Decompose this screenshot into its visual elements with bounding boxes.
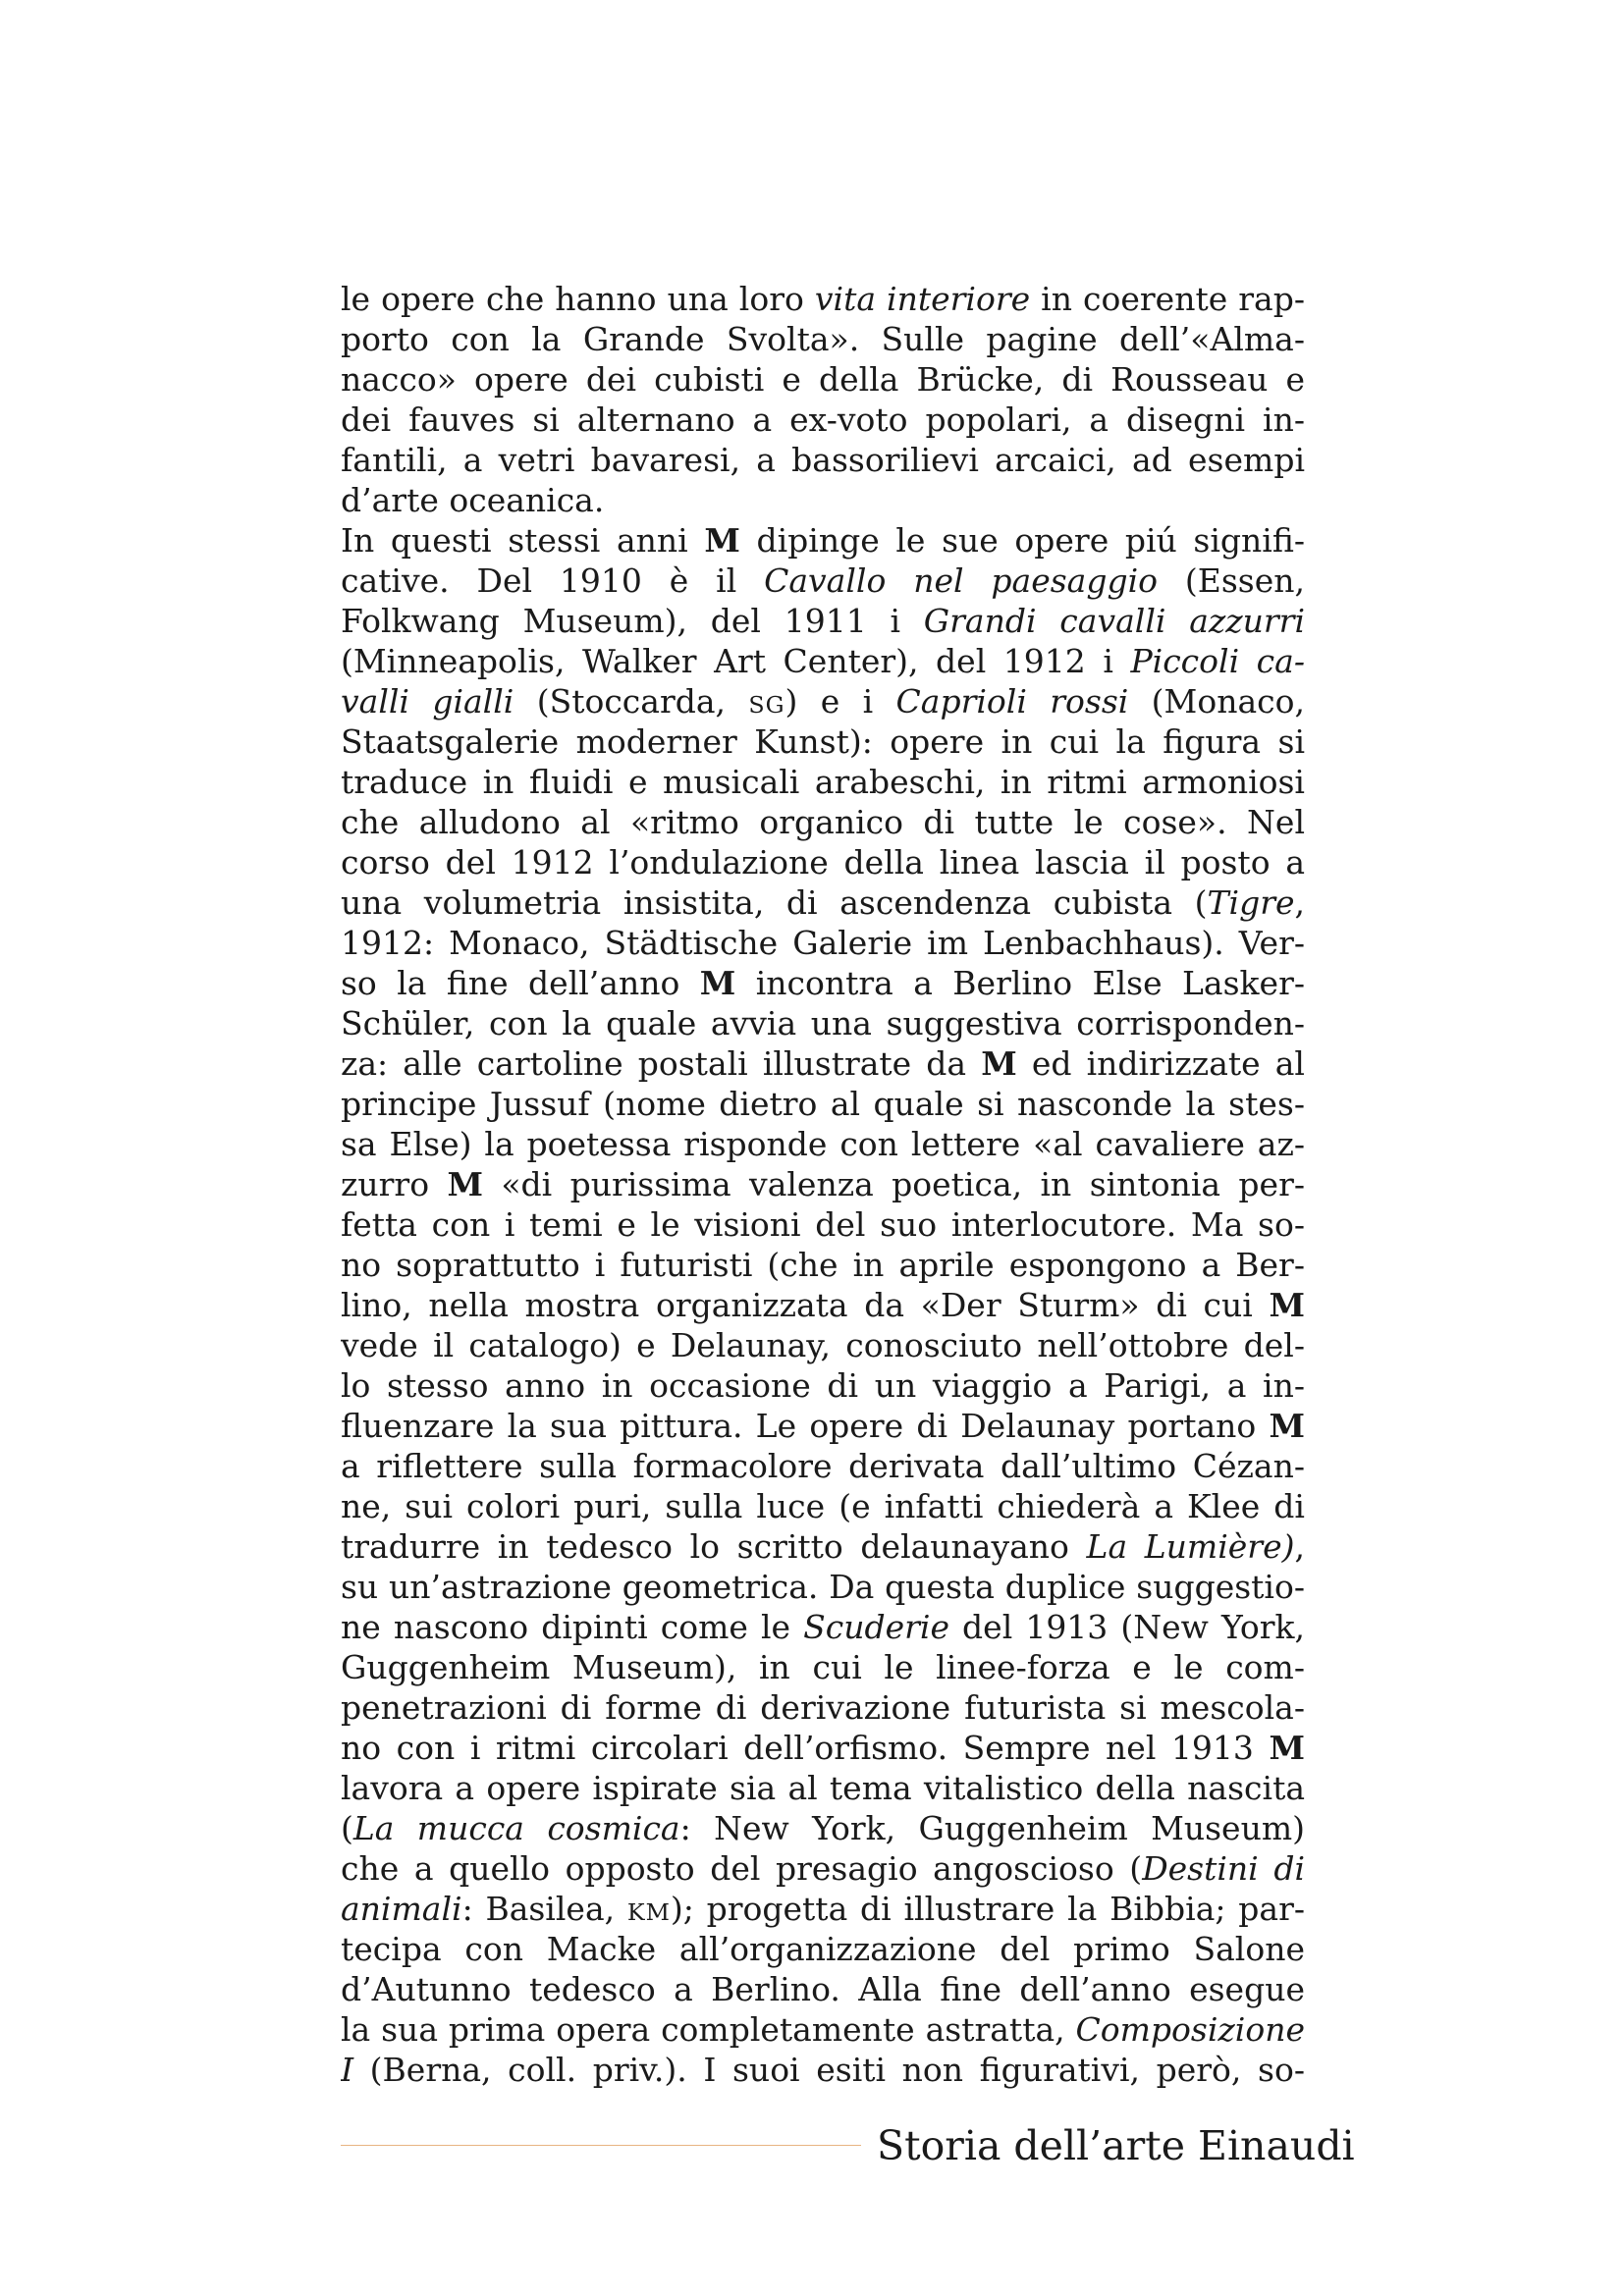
text-run: Grandi cavalli azzurri (923, 602, 1305, 640)
text-line (341, 400, 1305, 440)
text-line (341, 1245, 1305, 1285)
text-run: ne nascono dipinti come le (341, 1608, 804, 1646)
text-line (341, 1003, 1305, 1043)
text-run: M (1269, 1286, 1305, 1324)
text-run: M (704, 521, 740, 560)
text-line (341, 1285, 1305, 1325)
text-line (341, 721, 1305, 762)
text-run: (Minneapolis, Walker Art Center), del 1912 i (341, 642, 1131, 680)
text-line (341, 1406, 1305, 1446)
text-run: Schüler, con la quale avvia una suggestiva corrisponden- (341, 1004, 1305, 1042)
text-run: ( (341, 1809, 353, 1847)
text-line (341, 1728, 1305, 1768)
text-run: zurro (341, 1165, 448, 1203)
text-run: Scuderie (803, 1608, 949, 1646)
text-run: 1912: Monaco, Städtische Galerie im Lenbachhaus). Ver- (341, 924, 1305, 962)
text-run: La Lumière) (1086, 1527, 1295, 1566)
text-run: In questi stessi anni (341, 521, 705, 560)
text-run: , (1294, 1527, 1305, 1566)
text-run: cative. Del 1910 è il (341, 561, 765, 600)
text-run: corso del 1912 l’ondulazione della linea lascia il posto a (341, 843, 1305, 881)
text-line (341, 1325, 1305, 1365)
text-line (341, 1687, 1305, 1728)
text-line (341, 1124, 1305, 1164)
text-line (341, 762, 1305, 802)
text-run: dipinge le sue opere piú signifi- (739, 521, 1305, 560)
text-run: no con i ritmi circolari dell’orfismo. Sempre nel 1913 (341, 1729, 1270, 1767)
text-line (341, 520, 1305, 561)
text-line (341, 923, 1305, 963)
text-run: Composizione (1075, 2010, 1305, 2049)
text-run: che alludono al «ritmo organico di tutte le cose». Nel (341, 803, 1305, 841)
text-run: ); progetta di illustrare la Bibbia; par- (670, 1890, 1305, 1928)
text-line (341, 882, 1305, 923)
text-run: ) e i (784, 682, 896, 721)
text-run: Cavallo nel paesaggio (764, 561, 1158, 600)
text-run: penetrazioni di forme di derivazione futurista si mescola- (341, 1688, 1305, 1727)
text-run: vede il catalogo) e Delaunay, conosciuto nell’ottobre del- (341, 1326, 1305, 1364)
text-line (341, 641, 1305, 681)
text-line (341, 1486, 1305, 1526)
text-run: (Essen, (1158, 561, 1305, 600)
text-line (341, 1848, 1305, 1889)
text-run: M (447, 1165, 483, 1203)
text-run: porto con la Grande Svolta». Sulle pagine dell’«Alma- (341, 320, 1305, 358)
text-run: M (981, 1044, 1017, 1083)
text-run: dei fauves si alternano a ex-voto popolari, a disegni in- (341, 400, 1305, 439)
text-line (341, 2050, 1305, 2090)
text-line (341, 601, 1305, 641)
text-line (341, 1446, 1305, 1486)
text-run: no soprattutto i futuristi (che in aprile espongono a Ber- (341, 1246, 1305, 1284)
text-run: (Monaco, (1128, 682, 1305, 721)
text-run: sa Else) la poetessa risponde con lettere «al cavaliere az- (341, 1125, 1305, 1163)
text-line (341, 802, 1305, 842)
text-run: I (341, 2051, 354, 2089)
text-run: «di purissima valenza poetica, in sintonia per- (482, 1165, 1305, 1203)
text-run: Destini di (1142, 1849, 1305, 1888)
text-line (341, 319, 1305, 359)
text-run: Staatsgalerie moderner Kunst): opere in cui la figura si (341, 722, 1305, 761)
text-line (341, 1204, 1305, 1245)
text-run: lino, nella mostra organizzata da «Der Sturm» di cui (341, 1286, 1270, 1324)
text-line (341, 1889, 1305, 1929)
text-line (341, 1929, 1305, 1969)
body-text (341, 279, 1305, 2090)
text-run: M (1269, 1407, 1305, 1445)
text-run: M (1269, 1729, 1305, 1767)
text-run: so la fine dell’anno (341, 964, 700, 1002)
text-run: Guggenheim Museum), in cui le linee-forza e le com- (341, 1648, 1305, 1686)
text-run: La mucca cosmica (352, 1809, 680, 1847)
text-run: d’Autunno tedesco a Berlino. Alla fine dell’anno esegue (341, 1970, 1305, 2008)
text-run: ne, sui colori puri, sulla luce (e infatti chiederà a Klee di (341, 1487, 1305, 1525)
text-line (341, 359, 1305, 400)
text-run: (Stoccarda, (514, 682, 749, 721)
text-run: fantili, a vetri bavaresi, a bassorilievi arcaici, ad esempi (341, 441, 1305, 479)
text-run: ed indirizzate al (1016, 1044, 1305, 1083)
text-line (341, 1043, 1305, 1084)
text-line (341, 279, 1305, 319)
footer-title: Storia dell’arte Einaudi (877, 2122, 1355, 2169)
text-run: incontra a Berlino Else Lasker- (735, 964, 1305, 1002)
text-run: Folkwang Museum), del 1911 i (341, 602, 924, 640)
text-run: : New York, Guggenheim Museum) (679, 1809, 1305, 1847)
footer-rule (341, 2145, 861, 2146)
text-run: Caprioli rossi (895, 682, 1129, 721)
text-line (341, 1526, 1305, 1567)
text-line (341, 842, 1305, 882)
text-run: fetta con i temi e le visioni del suo interlocutore. Ma so- (341, 1205, 1305, 1244)
text-line (341, 1084, 1305, 1124)
text-line (341, 1567, 1305, 1607)
text-run: fluenzare la sua pittura. Le opere di Delaunay portano (341, 1407, 1270, 1445)
text-run: tradurre in tedesco lo scritto delaunayano (341, 1527, 1087, 1566)
text-line (341, 1647, 1305, 1687)
text-run: d’arte oceanica. (341, 481, 605, 519)
text-run: lavora a opere ispirate sia al tema vitalistico della nascita (341, 1769, 1305, 1807)
text-line (341, 681, 1305, 721)
text-run: M (699, 964, 736, 1002)
text-run: lo stesso anno in occasione di un viaggio a Parigi, a in- (341, 1366, 1305, 1405)
text-run: Piccoli ca- (1130, 642, 1305, 680)
text-line (341, 440, 1305, 480)
text-line (341, 480, 1305, 520)
text-run: animali (341, 1890, 462, 1928)
text-line (341, 1969, 1305, 2009)
text-line (341, 2009, 1305, 2050)
text-line (341, 1808, 1305, 1848)
text-line (341, 1768, 1305, 1808)
text-run: su un’astrazione geometrica. Da questa duplice suggestio- (341, 1568, 1305, 1606)
text-run: tecipa con Macke all’organizzazione del primo Salone (341, 1930, 1305, 1968)
text-run: za: alle cartoline postali illustrate da (341, 1044, 982, 1083)
text-run: a riflettere sulla formacolore derivata dall’ultimo Cézan- (341, 1447, 1305, 1485)
text-run: traduce in fluidi e musicali arabeschi, in ritmi armoniosi (341, 763, 1305, 801)
text-run: valli gialli (341, 682, 514, 721)
text-line (341, 1365, 1305, 1406)
text-run: SG (748, 691, 785, 719)
text-run: KM (626, 1898, 671, 1926)
text-run: che a quello opposto del presagio angoscioso ( (341, 1849, 1143, 1888)
text-line (341, 1164, 1305, 1204)
text-run: principe Jussuf (nome dietro al quale si nasconde la stes- (341, 1085, 1305, 1123)
text-run: , (1294, 883, 1305, 922)
text-run: (Berna, coll. priv.). I suoi esiti non figurativi, però, so- (353, 2051, 1305, 2089)
text-line (341, 561, 1305, 601)
text-run: Tigre (1207, 883, 1295, 922)
text-run: la sua prima opera completamente astratta, (341, 2010, 1076, 2049)
text-line (341, 1607, 1305, 1647)
text-run: nacco» opere dei cubisti e della Brücke, di Rousseau e (341, 360, 1305, 399)
text-line (341, 963, 1305, 1003)
text-run: vita interiore (814, 280, 1031, 318)
text-run: del 1913 (New York, (948, 1608, 1305, 1646)
text-run: in coerente rap- (1030, 280, 1305, 318)
text-run: : Basilea, (461, 1890, 627, 1928)
text-run: una volumetria insistita, di ascendenza cubista ( (341, 883, 1208, 922)
text-run: le opere che hanno una loro (341, 280, 815, 318)
